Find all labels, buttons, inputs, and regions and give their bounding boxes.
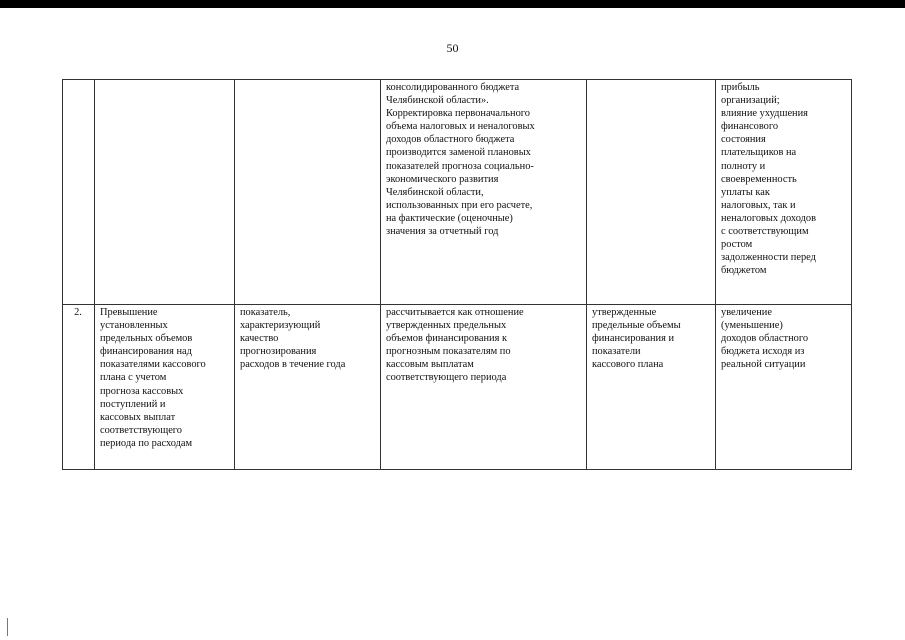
table-row <box>63 80 852 305</box>
cell-indicator-meaning <box>235 80 381 305</box>
cell-influencing-factors: прибыль организаций; влияние ухудшения финансового состояния плательщиков на полноту и своевременность уплаты как налоговых, так и неналоговых доходов с соответствующим ростом задолженности перед бюджетом <box>716 80 852 305</box>
cell-data-source: утвержденные предельные объемы финансирования и показатели кассового плана <box>587 305 716 470</box>
cell-indicator-name <box>95 80 235 305</box>
cell-calculation-method: консолидированного бюджета Челябинской области». Корректировка первоначального объема налоговых и неналоговых доходов областного бюджета производится заменой плановых показателей прогноза социально- экономического развития Челябинской области, использованных при его расчете, на фактические (оценочные) значения за отчетный год <box>381 80 587 305</box>
cell-number: 2. <box>63 305 95 470</box>
scan-top-border <box>0 0 905 8</box>
page-number: 50 <box>446 41 459 55</box>
indicators-table <box>62 79 852 470</box>
cell-influencing-factors: увеличение (уменьшение) доходов областного бюджета исходя из реальной ситуации <box>716 305 852 470</box>
cell-indicator-meaning: показатель, характеризующий качество прогнозирования расходов в течение года <box>235 305 381 470</box>
scan-edge-mark <box>7 618 8 636</box>
cell-data-source <box>587 80 716 305</box>
cell-number <box>63 80 95 305</box>
table-row <box>63 305 852 470</box>
cell-indicator-name: Превышение установленных предельных объемов финансирования над показателями кассового плана с учетом прогноза кассовых поступлений и кассовых выплат соответствующего периода по расходам <box>95 305 235 470</box>
cell-calculation-method: рассчитывается как отношение утвержденных предельных объемов финансирования к прогнозным показателям по кассовым выплатам соответствующего периода <box>381 305 587 470</box>
